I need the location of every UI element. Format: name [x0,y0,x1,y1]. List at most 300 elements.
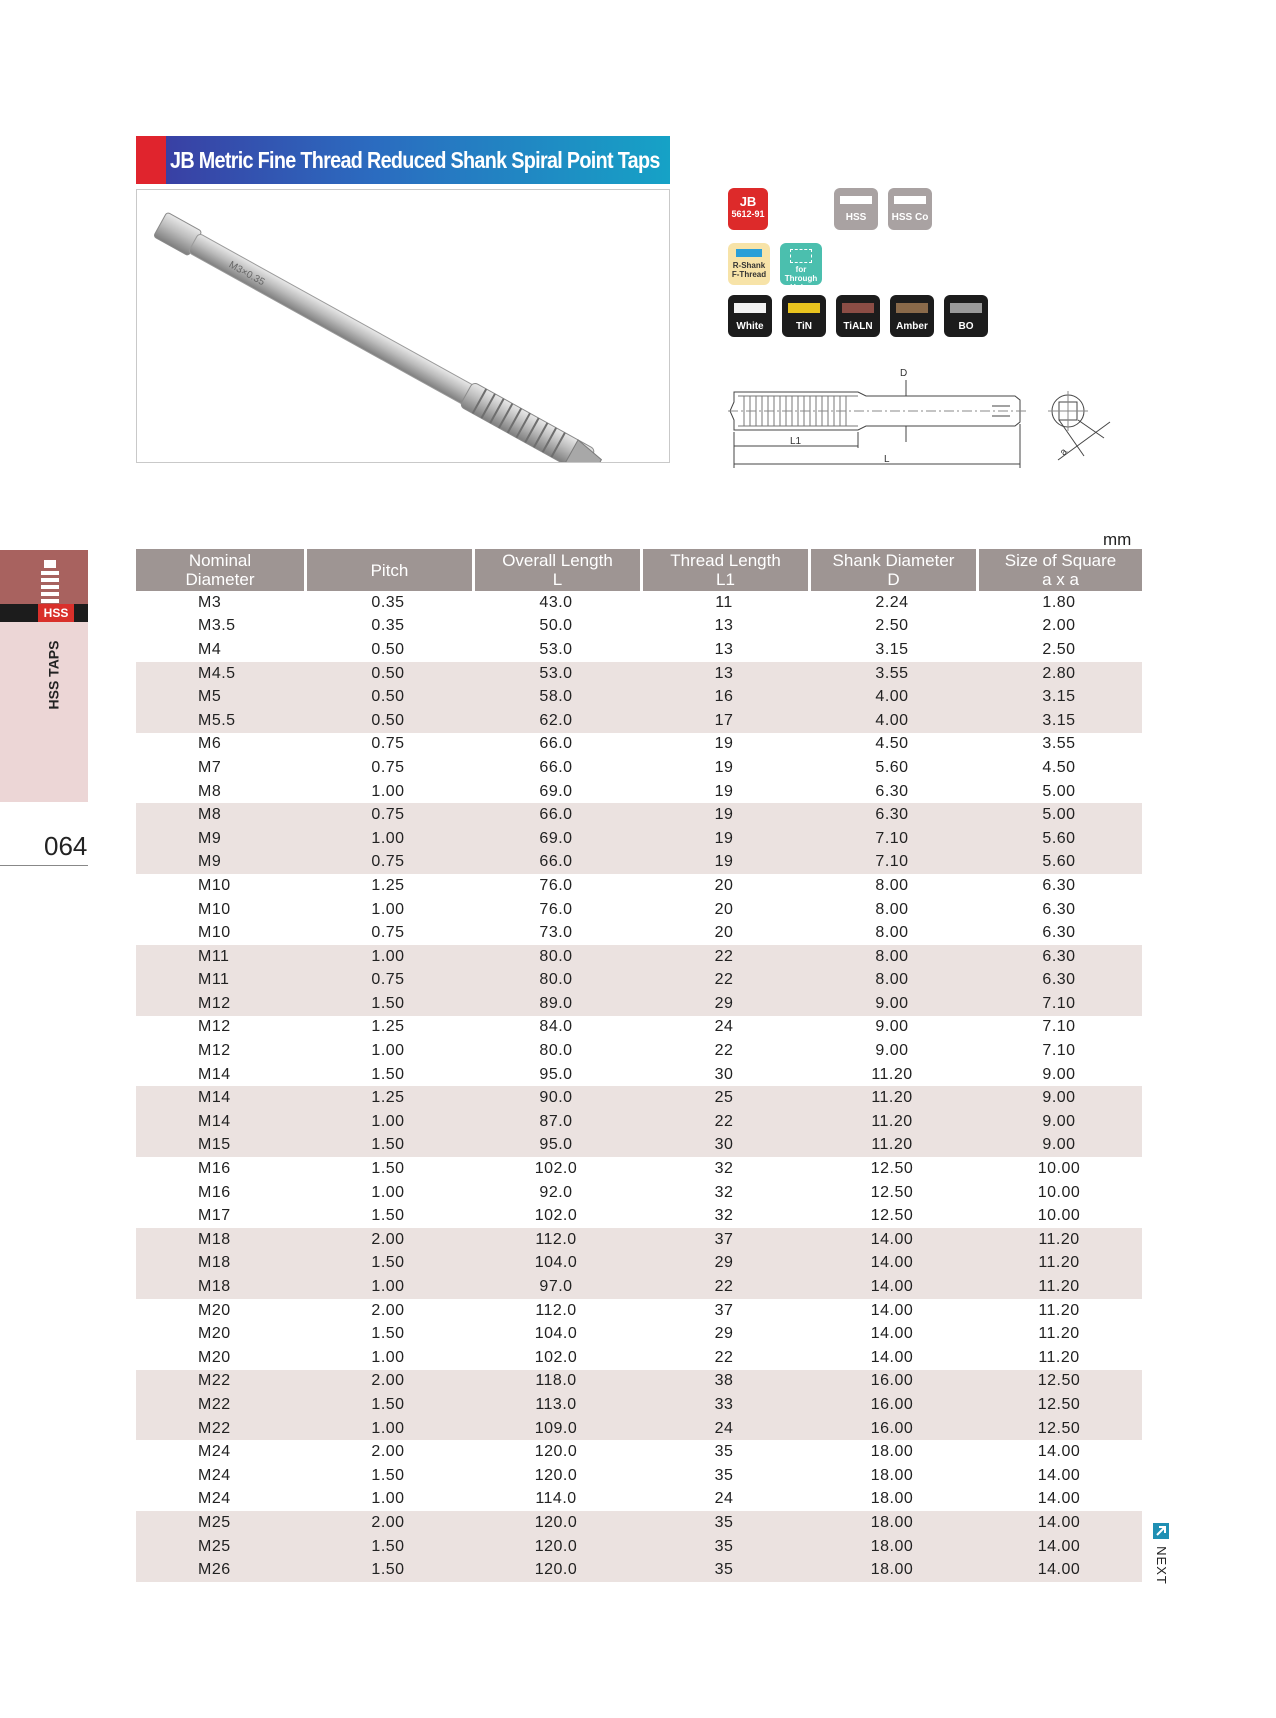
table-cell: 11.20 [976,1228,1142,1252]
table-cell: 1.00 [304,1417,472,1441]
table-cell: 37 [640,1299,808,1323]
spec-table [136,549,1142,1582]
table-cell: 6.30 [808,780,976,804]
table-cell: 5.00 [976,780,1142,804]
table-cell: 50.0 [472,615,640,639]
table-cell: 1.50 [304,1535,472,1559]
table-cell: 11.20 [808,1134,976,1158]
coating-tialn-badge: TiALN [836,295,880,337]
table-cell: M10 [136,874,304,898]
table-cell: 1.50 [304,1393,472,1417]
table-row [136,992,1142,1016]
table-cell: 1.50 [304,1157,472,1181]
table-cell: 22 [640,1346,808,1370]
through-holes-badge: for Through Holes [780,243,822,285]
table-cell: 1.00 [304,1181,472,1205]
table-cell: 35 [640,1535,808,1559]
table-cell: 5.00 [976,803,1142,827]
table-cell: M24 [136,1440,304,1464]
table-cell: M14 [136,1110,304,1134]
table-cell: 16.00 [808,1393,976,1417]
table-row [136,1110,1142,1134]
table-cell: 11.20 [976,1346,1142,1370]
table-row [136,1440,1142,1464]
column-header: Nominal Diameter [136,549,304,591]
table-cell: 58.0 [472,685,640,709]
table-cell: 19 [640,780,808,804]
table-cell: 0.35 [304,591,472,615]
table-cell: 6.30 [976,874,1142,898]
table-cell: 9.00 [976,1063,1142,1087]
table-cell: 4.50 [808,733,976,757]
table-cell: 14.00 [808,1275,976,1299]
table-cell: 18.00 [808,1440,976,1464]
diagram-label-d: D [900,368,908,379]
table-cell: M5.5 [136,709,304,733]
diagram-label-a: a [1057,446,1070,458]
table-cell: 11.20 [808,1086,976,1110]
table-row [136,1039,1142,1063]
table-cell: M6 [136,733,304,757]
table-cell: 12.50 [976,1417,1142,1441]
table-cell: 53.0 [472,662,640,686]
side-section-title: HSS TAPS [45,640,62,710]
table-cell: 0.50 [304,662,472,686]
table-cell: 120.0 [472,1535,640,1559]
table-cell: 6.30 [976,945,1142,969]
table-cell: M7 [136,756,304,780]
table-cell: 2.00 [304,1299,472,1323]
table-cell: 30 [640,1063,808,1087]
table-cell: 102.0 [472,1346,640,1370]
table-cell: 1.50 [304,1464,472,1488]
table-row [136,591,1142,615]
table-body [136,591,1142,1582]
table-cell: 18.00 [808,1488,976,1512]
table-cell: 12.50 [808,1157,976,1181]
table-cell: 3.55 [976,733,1142,757]
coating-white-badge: White [728,295,772,337]
table-cell: 6.30 [808,803,976,827]
table-cell: M25 [136,1511,304,1535]
table-cell: 9.00 [976,1110,1142,1134]
table-cell: 19 [640,851,808,875]
table-cell: 66.0 [472,756,640,780]
table-cell: 18.00 [808,1535,976,1559]
table-cell: 73.0 [472,921,640,945]
table-cell: 12.50 [976,1370,1142,1394]
table-cell: 1.00 [304,1488,472,1512]
table-cell: 11.20 [976,1299,1142,1323]
table-cell: 1.50 [304,1204,472,1228]
table-cell: M14 [136,1063,304,1087]
table-row [136,709,1142,733]
table-cell: 33 [640,1393,808,1417]
table-cell: 112.0 [472,1299,640,1323]
table-cell: 1.00 [304,1346,472,1370]
table-cell: 3.55 [808,662,976,686]
table-cell: M3 [136,591,304,615]
table-cell: 76.0 [472,874,640,898]
table-cell: 7.10 [976,1016,1142,1040]
table-cell: M12 [136,992,304,1016]
table-cell: 14.00 [808,1322,976,1346]
table-cell: 14.00 [976,1464,1142,1488]
table-cell: 25 [640,1086,808,1110]
table-cell: 10.00 [976,1157,1142,1181]
table-row [136,874,1142,898]
table-cell: 9.00 [976,1086,1142,1110]
table-cell: 87.0 [472,1110,640,1134]
table-row [136,685,1142,709]
jb-standard-badge: JB 5612-91 [728,188,768,230]
table-cell: M8 [136,803,304,827]
table-cell: 35 [640,1464,808,1488]
table-cell: 32 [640,1157,808,1181]
diagram-label-l1: L1 [790,436,802,447]
table-row [136,1252,1142,1276]
table-cell: 30 [640,1134,808,1158]
table-cell: 1.50 [304,1322,472,1346]
table-row [136,803,1142,827]
table-cell: 7.10 [808,851,976,875]
table-row [136,827,1142,851]
table-row [136,1181,1142,1205]
table-row [136,1346,1142,1370]
table-row [136,1228,1142,1252]
table-cell: 1.50 [304,992,472,1016]
table-cell: 90.0 [472,1086,640,1110]
table-cell: M25 [136,1535,304,1559]
table-cell: 120.0 [472,1464,640,1488]
table-row [136,733,1142,757]
table-cell: 14.00 [808,1228,976,1252]
table-cell: 14.00 [976,1558,1142,1582]
table-cell: 1.00 [304,1039,472,1063]
table-cell: 4.00 [808,709,976,733]
table-cell: 19 [640,733,808,757]
table-cell: 38 [640,1370,808,1394]
table-cell: 13 [640,615,808,639]
table-cell: 0.75 [304,803,472,827]
table-cell: M3.5 [136,615,304,639]
table-cell: 118.0 [472,1370,640,1394]
hss-material-badge: HSS [834,188,878,230]
table-cell: 13 [640,638,808,662]
table-cell: 3.15 [808,638,976,662]
table-cell: 37 [640,1228,808,1252]
coating-bo-badge: BO [944,295,988,337]
table-cell: 1.00 [304,945,472,969]
table-cell: 80.0 [472,945,640,969]
table-cell: 5.60 [808,756,976,780]
table-cell: 19 [640,827,808,851]
table-row [136,945,1142,969]
table-cell: M9 [136,827,304,851]
side-hss-label: HSS [38,604,74,622]
table-cell: 32 [640,1204,808,1228]
table-cell: 104.0 [472,1252,640,1276]
table-cell: 2.00 [976,615,1142,639]
dimension-diagram [728,360,1118,475]
table-cell: 18.00 [808,1511,976,1535]
table-cell: M9 [136,851,304,875]
table-cell: 14.00 [808,1346,976,1370]
table-cell: M20 [136,1346,304,1370]
table-cell: M4.5 [136,662,304,686]
table-cell: 62.0 [472,709,640,733]
table-cell: M11 [136,969,304,993]
reduced-shank-badge: R-Shank F-Thread [728,243,770,285]
table-cell: 19 [640,803,808,827]
table-cell: 2.24 [808,591,976,615]
table-cell: 1.00 [304,827,472,851]
table-cell: 14.00 [808,1252,976,1276]
table-cell: M4 [136,638,304,662]
column-header: Size of Square a x a [976,549,1142,591]
table-cell: 80.0 [472,969,640,993]
table-cell: M20 [136,1299,304,1323]
table-cell: 1.25 [304,874,472,898]
table-cell: 9.00 [808,1016,976,1040]
table-cell: M12 [136,1039,304,1063]
table-cell: M22 [136,1370,304,1394]
table-cell: 9.00 [808,992,976,1016]
table-cell: 120.0 [472,1440,640,1464]
table-cell: 22 [640,1275,808,1299]
diagram-label-l: L [884,454,890,465]
table-cell: 0.75 [304,733,472,757]
table-cell: 18.00 [808,1558,976,1582]
table-cell: M16 [136,1157,304,1181]
table-cell: 102.0 [472,1157,640,1181]
table-cell: 7.10 [976,992,1142,1016]
table-cell: 11.20 [976,1322,1142,1346]
table-cell: 16 [640,685,808,709]
table-cell: M26 [136,1558,304,1582]
table-cell: 2.00 [304,1370,472,1394]
table-cell: 114.0 [472,1488,640,1512]
table-cell: 35 [640,1511,808,1535]
table-cell: 20 [640,921,808,945]
table-cell: 6.30 [976,898,1142,922]
table-cell: 22 [640,1110,808,1134]
table-cell: 2.00 [304,1228,472,1252]
table-cell: 1.00 [304,898,472,922]
table-row [136,1299,1142,1323]
table-cell: 14.00 [976,1440,1142,1464]
table-row [136,1370,1142,1394]
page-title: JB Metric Fine Thread Reduced Shank Spiral Point Taps [170,147,660,173]
table-cell: M14 [136,1086,304,1110]
table-cell: 2.50 [808,615,976,639]
table-cell: 0.50 [304,709,472,733]
table-cell: 14.00 [976,1511,1142,1535]
table-cell: M15 [136,1134,304,1158]
table-row [136,1063,1142,1087]
table-cell: M18 [136,1252,304,1276]
table-cell: 0.35 [304,615,472,639]
table-cell: 22 [640,1039,808,1063]
table-cell: 24 [640,1016,808,1040]
table-cell: 2.50 [976,638,1142,662]
table-cell: 1.00 [304,780,472,804]
table-row [136,1016,1142,1040]
table-row [136,921,1142,945]
table-row [136,1558,1142,1582]
table-cell: 6.30 [976,921,1142,945]
table-cell: 11.20 [976,1275,1142,1299]
table-cell: 17 [640,709,808,733]
table-cell: 24 [640,1417,808,1441]
table-cell: 12.50 [808,1181,976,1205]
table-cell: 92.0 [472,1181,640,1205]
table-cell: 1.25 [304,1086,472,1110]
table-cell: M18 [136,1275,304,1299]
column-header: Thread Length L1 [640,549,808,591]
table-cell: 120.0 [472,1558,640,1582]
coating-amber-badge: Amber [890,295,934,337]
table-cell: 95.0 [472,1063,640,1087]
table-cell: 1.50 [304,1134,472,1158]
table-cell: 3.15 [976,685,1142,709]
table-cell: 0.75 [304,756,472,780]
table-cell: 0.50 [304,638,472,662]
table-cell: 80.0 [472,1039,640,1063]
table-cell: M18 [136,1228,304,1252]
table-row [136,898,1142,922]
table-cell: 8.00 [808,874,976,898]
table-cell: 5.60 [976,827,1142,851]
table-cell: 95.0 [472,1134,640,1158]
table-row [136,1535,1142,1559]
table-cell: 14.00 [976,1488,1142,1512]
table-cell: 10.00 [976,1181,1142,1205]
table-cell: M17 [136,1204,304,1228]
table-cell: 7.10 [976,1039,1142,1063]
table-cell: 35 [640,1440,808,1464]
table-cell: 12.50 [808,1204,976,1228]
table-row [136,1275,1142,1299]
table-row [136,1086,1142,1110]
table-cell: M10 [136,921,304,945]
table-cell: 8.00 [808,945,976,969]
table-cell: 8.00 [808,969,976,993]
table-row [136,1322,1142,1346]
table-cell: M11 [136,945,304,969]
table-row [136,756,1142,780]
table-cell: 18.00 [808,1464,976,1488]
table-cell: 35 [640,1558,808,1582]
table-cell: 4.00 [808,685,976,709]
table-cell: M5 [136,685,304,709]
table-cell: 43.0 [472,591,640,615]
table-cell: 16.00 [808,1370,976,1394]
table-row [136,1417,1142,1441]
next-arrow-icon[interactable] [1153,1523,1169,1539]
table-row [136,638,1142,662]
table-cell: 1.50 [304,1063,472,1087]
table-cell: 84.0 [472,1016,640,1040]
table-cell: 76.0 [472,898,640,922]
table-cell: 32 [640,1181,808,1205]
column-header: Overall Length L [472,549,640,591]
table-cell: 113.0 [472,1393,640,1417]
table-row [136,851,1142,875]
table-cell: 1.00 [304,1275,472,1299]
table-cell: 69.0 [472,780,640,804]
table-cell: 22 [640,945,808,969]
table-cell: M20 [136,1322,304,1346]
hssco-material-badge: HSS Co [888,188,932,230]
next-page-link[interactable]: NEXT [1153,1545,1169,1585]
table-cell: 2.80 [976,662,1142,686]
table-row [136,1488,1142,1512]
table-cell: M10 [136,898,304,922]
table-cell: 9.00 [808,1039,976,1063]
table-cell: 20 [640,874,808,898]
column-header: Shank Diameter D [808,549,976,591]
table-cell: 11.20 [976,1252,1142,1276]
table-cell: 16.00 [808,1417,976,1441]
table-cell: 0.50 [304,685,472,709]
tap-illustration [137,190,669,462]
table-cell: 97.0 [472,1275,640,1299]
table-cell: 9.00 [976,1134,1142,1158]
table-row [136,1511,1142,1535]
table-cell: M22 [136,1393,304,1417]
table-row [136,615,1142,639]
table-cell: 7.10 [808,827,976,851]
table-cell: M24 [136,1488,304,1512]
table-cell: 120.0 [472,1511,640,1535]
title-accent [136,136,166,184]
table-cell: 66.0 [472,733,640,757]
table-cell: 8.00 [808,898,976,922]
table-cell: 104.0 [472,1322,640,1346]
table-cell: 11.20 [808,1110,976,1134]
table-cell: 2.00 [304,1440,472,1464]
table-cell: 29 [640,1322,808,1346]
table-cell: 6.30 [976,969,1142,993]
table-cell: 69.0 [472,827,640,851]
table-cell: 0.75 [304,921,472,945]
table-cell: 3.15 [976,709,1142,733]
table-header-row [136,549,1142,591]
table-cell: 12.50 [976,1393,1142,1417]
table-cell: 66.0 [472,803,640,827]
table-cell: 109.0 [472,1417,640,1441]
table-cell: 10.00 [976,1204,1142,1228]
table-cell: 66.0 [472,851,640,875]
table-cell: M8 [136,780,304,804]
table-cell: 14.00 [976,1535,1142,1559]
coating-tin-badge: TiN [782,295,826,337]
table-cell: 1.25 [304,1016,472,1040]
table-cell: 102.0 [472,1204,640,1228]
column-header: Pitch [304,549,472,591]
table-cell: 1.00 [304,1110,472,1134]
table-cell: 112.0 [472,1228,640,1252]
table-cell: 0.75 [304,969,472,993]
table-cell: M16 [136,1181,304,1205]
table-cell: 11.20 [808,1063,976,1087]
table-cell: 29 [640,1252,808,1276]
product-photo [136,189,670,463]
page-number: 064 [44,831,88,861]
table-row [136,1204,1142,1228]
table-cell: 5.60 [976,851,1142,875]
